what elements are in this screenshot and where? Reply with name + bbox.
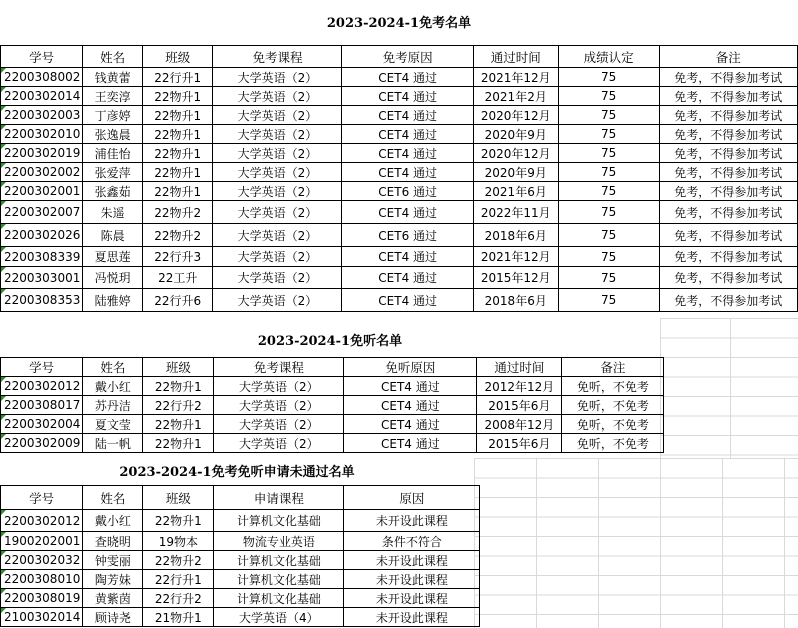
table-cell[interactable]: 免听，不免考 <box>562 377 664 396</box>
table-cell[interactable]: 陆一帆 <box>83 434 143 453</box>
column-header[interactable]: 学号 <box>1 358 83 377</box>
table-cell[interactable]: 大学英语（2） <box>213 163 342 182</box>
column-header[interactable]: 通过时间 <box>477 358 562 377</box>
table-cell[interactable]: 2015年6月 <box>477 396 562 415</box>
table-cell[interactable]: 2021年2月 <box>473 87 558 106</box>
table-cell[interactable]: 大学英语（2） <box>214 415 344 434</box>
table-cell[interactable]: 戴小红 <box>83 377 143 396</box>
table-cell[interactable]: 2018年6月 <box>473 289 558 312</box>
audit-exemption-table <box>0 357 664 453</box>
table-cell[interactable]: 22物升1 <box>143 415 214 434</box>
table-row <box>1 68 798 87</box>
table-cell[interactable]: 2015年12月 <box>473 267 558 289</box>
table-cell[interactable]: 75 <box>558 68 659 87</box>
table-cell[interactable]: 查晓明 <box>83 532 143 551</box>
table-cell[interactable]: 计算机文化基础 <box>214 510 344 532</box>
table-row <box>1 608 480 627</box>
table-cell[interactable]: 22行升6 <box>142 289 213 312</box>
table-row <box>1 415 664 434</box>
table-cell[interactable]: CET4 通过 <box>342 267 473 289</box>
empty-sheet-grid-1 <box>660 318 798 458</box>
table-cell[interactable]: 免考，不得参加考试 <box>659 144 797 163</box>
table-cell[interactable]: 免考，不得参加考试 <box>659 201 797 224</box>
table-cell[interactable]: 朱遥 <box>83 201 143 224</box>
table-cell[interactable]: CET4 通过 <box>344 377 477 396</box>
table-cell[interactable]: 大学英语（2） <box>213 68 342 87</box>
table-cell[interactable]: 大学英语（2） <box>213 289 342 312</box>
table-row <box>1 396 664 415</box>
table-cell[interactable]: 2200302007 <box>1 201 83 224</box>
table-cell[interactable]: CET4 通过 <box>344 396 477 415</box>
table-cell[interactable]: 夏思莲 <box>83 247 143 267</box>
table-cell[interactable]: 22物升1 <box>142 163 213 182</box>
table-row <box>1 224 798 247</box>
column-header[interactable]: 免考原因 <box>342 46 473 68</box>
table-cell[interactable]: 大学英语（2） <box>213 125 342 144</box>
table-cell[interactable]: 免考，不得参加考试 <box>659 125 797 144</box>
table-cell[interactable]: 未开设此课程 <box>344 570 480 589</box>
column-header[interactable]: 原因 <box>344 486 480 510</box>
table-row <box>1 144 798 163</box>
column-header[interactable]: 免考课程 <box>214 358 344 377</box>
table-cell[interactable]: 浦佳怡 <box>83 144 143 163</box>
table-cell[interactable]: 2200308019 <box>1 589 83 608</box>
table-cell[interactable]: 75 <box>558 106 659 125</box>
table-cell[interactable]: 计算机文化基础 <box>214 551 344 570</box>
table-cell[interactable]: 免听，不免考 <box>562 434 664 453</box>
table-cell[interactable]: 2021年12月 <box>473 68 558 87</box>
table-cell[interactable]: 黄紫茵 <box>83 589 143 608</box>
column-header[interactable]: 姓名 <box>83 46 143 68</box>
table-cell[interactable]: 大学英语（2） <box>213 267 342 289</box>
table-cell[interactable]: 22行升2 <box>143 396 214 415</box>
table-cell[interactable]: 2200308017 <box>1 396 83 415</box>
table-cell[interactable]: 2200302001 <box>1 182 83 201</box>
table-cell[interactable]: 22物升1 <box>142 144 213 163</box>
table-cell[interactable]: 大学英语（2） <box>213 87 342 106</box>
column-header[interactable]: 班级 <box>143 358 214 377</box>
column-header[interactable]: 免听原因 <box>344 358 477 377</box>
table1-title: 2023-2024-1免考名单 <box>326 16 472 31</box>
table-cell[interactable]: CET4 通过 <box>344 415 477 434</box>
column-header[interactable]: 学号 <box>1 46 83 68</box>
table-row <box>1 106 798 125</box>
table-cell[interactable]: 物流专业英语 <box>214 532 344 551</box>
table-cell[interactable]: 夏文莹 <box>83 415 143 434</box>
table-cell[interactable]: 2200302012 <box>1 510 83 532</box>
table-cell[interactable]: 未开设此课程 <box>344 551 480 570</box>
table-cell[interactable]: 计算机文化基础 <box>214 570 344 589</box>
table-cell[interactable]: 免考，不得参加考试 <box>659 224 797 247</box>
table-cell[interactable]: 大学英语（2） <box>213 247 342 267</box>
table-cell[interactable]: 大学英语（2） <box>213 201 342 224</box>
table-cell[interactable]: CET4 通过 <box>342 289 473 312</box>
table-cell[interactable]: 大学英语（2） <box>213 106 342 125</box>
table-cell[interactable]: 2100302014 <box>1 608 83 627</box>
table-row <box>1 201 798 224</box>
table-cell[interactable]: 22物升1 <box>143 377 214 396</box>
table-cell[interactable]: 免考，不得参加考试 <box>659 182 797 201</box>
table-cell[interactable]: 2020年9月 <box>473 125 558 144</box>
table2-title: 2023-2024-1免听名单 <box>257 334 403 349</box>
table-cell[interactable]: 75 <box>558 163 659 182</box>
table-cell[interactable]: 免考，不得参加考试 <box>659 267 797 289</box>
table-row <box>1 532 480 551</box>
table-cell[interactable]: 75 <box>558 289 659 312</box>
table-cell[interactable]: 75 <box>558 247 659 267</box>
column-header[interactable]: 成绩认定 <box>558 46 659 68</box>
table-row <box>1 247 798 267</box>
table-cell[interactable]: 张鑫茹 <box>83 182 143 201</box>
table-cell[interactable]: 张爱萍 <box>83 163 143 182</box>
table-cell[interactable]: 75 <box>558 267 659 289</box>
table-cell[interactable]: 免听，不免考 <box>562 396 664 415</box>
table-row <box>1 182 798 201</box>
table-row <box>1 125 798 144</box>
table-cell[interactable]: 2200308002 <box>1 68 83 87</box>
table-cell[interactable]: 陆雅婷 <box>83 289 143 312</box>
table-row <box>1 510 480 532</box>
table-cell[interactable]: 2200302014 <box>1 87 83 106</box>
table-cell[interactable]: 2200308339 <box>1 247 83 267</box>
table-cell[interactable]: 22物升1 <box>143 510 214 532</box>
table-cell[interactable]: 免考，不得参加考试 <box>659 68 797 87</box>
table-cell[interactable]: 22行升1 <box>143 570 214 589</box>
table-cell[interactable]: 苏丹洁 <box>83 396 143 415</box>
table-cell[interactable]: 2200302004 <box>1 415 83 434</box>
table-cell[interactable]: CET4 通过 <box>342 247 473 267</box>
table-cell[interactable]: 免听，不免考 <box>562 415 664 434</box>
table-cell[interactable]: CET4 通过 <box>344 434 477 453</box>
column-header[interactable]: 申请课程 <box>214 486 344 510</box>
table-row <box>1 570 480 589</box>
table-header-row <box>1 358 664 377</box>
table-cell[interactable]: 顾诗尧 <box>83 608 143 627</box>
table-cell[interactable]: 2200308010 <box>1 570 83 589</box>
table-cell[interactable]: 2200302019 <box>1 144 83 163</box>
table-cell[interactable]: 2020年12月 <box>473 144 558 163</box>
table-cell[interactable]: 陶芳妹 <box>83 570 143 589</box>
table-cell[interactable]: 王奕淳 <box>83 87 143 106</box>
table-cell[interactable]: 张逸晨 <box>83 125 143 144</box>
table-cell[interactable]: CET4 通过 <box>342 163 473 182</box>
table-cell[interactable]: 大学英语（2） <box>214 434 344 453</box>
exemption-table <box>0 45 798 312</box>
column-header[interactable]: 姓名 <box>83 486 143 510</box>
table-cell[interactable]: CET4 通过 <box>342 144 473 163</box>
table-cell[interactable]: 钱黄蕾 <box>83 68 143 87</box>
table-cell[interactable]: 免考，不得参加考试 <box>659 163 797 182</box>
table-cell[interactable]: 未开设此课程 <box>344 608 480 627</box>
table3-title: 2023-2024-1免考免听申请未通过名单 <box>119 465 355 480</box>
column-header[interactable]: 备注 <box>562 358 664 377</box>
table-cell[interactable]: 2022年11月 <box>473 201 558 224</box>
table-cell[interactable]: 免考，不得参加考试 <box>659 106 797 125</box>
table-cell[interactable]: 2200302032 <box>1 551 83 570</box>
table-cell[interactable]: CET4 通过 <box>342 125 473 144</box>
table-row <box>1 163 798 182</box>
table-cell[interactable]: 2012年12月 <box>477 377 562 396</box>
table-cell[interactable]: 2200302010 <box>1 125 83 144</box>
table-cell[interactable]: 大学英语（2） <box>214 396 344 415</box>
table-cell[interactable]: 75 <box>558 144 659 163</box>
column-header[interactable]: 姓名 <box>83 358 143 377</box>
table-cell[interactable]: 2008年12月 <box>477 415 562 434</box>
table-row <box>1 87 798 106</box>
table-cell[interactable]: 未开设此课程 <box>344 510 480 532</box>
column-header[interactable]: 通过时间 <box>473 46 558 68</box>
table-cell[interactable]: 2200302026 <box>1 224 83 247</box>
table-cell[interactable]: 大学英语（2） <box>214 377 344 396</box>
column-header[interactable]: 免考课程 <box>213 46 342 68</box>
table-cell[interactable]: 2021年12月 <box>473 247 558 267</box>
table-cell[interactable]: 大学英语（2） <box>213 144 342 163</box>
table-cell[interactable]: 2200302003 <box>1 106 83 125</box>
table-cell[interactable]: CET4 通过 <box>342 106 473 125</box>
table-header-row <box>1 486 480 510</box>
table-cell[interactable]: 2200303001 <box>1 267 83 289</box>
empty-sheet-grid-2 <box>474 458 798 628</box>
table-cell[interactable]: CET4 通过 <box>342 87 473 106</box>
table-cell[interactable]: 75 <box>558 87 659 106</box>
table-cell[interactable]: 75 <box>558 224 659 247</box>
table-cell[interactable]: CET4 通过 <box>342 201 473 224</box>
table-row <box>1 289 798 312</box>
column-header[interactable]: 班级 <box>143 486 214 510</box>
column-header[interactable]: 班级 <box>142 46 213 68</box>
table-cell[interactable]: 免考，不得参加考试 <box>659 87 797 106</box>
table-cell[interactable]: 75 <box>558 201 659 224</box>
table-cell[interactable]: 22行升3 <box>142 247 213 267</box>
table-cell[interactable]: 计算机文化基础 <box>214 589 344 608</box>
table-cell[interactable]: CET6 通过 <box>342 224 473 247</box>
table-cell[interactable]: 22物升1 <box>143 434 214 453</box>
table-cell[interactable]: 75 <box>558 125 659 144</box>
table-cell[interactable]: 22行升2 <box>143 589 214 608</box>
table-cell[interactable]: 22工升 <box>142 267 213 289</box>
table-cell[interactable]: 大学英语（2） <box>213 224 342 247</box>
table-cell[interactable]: 22物升1 <box>142 87 213 106</box>
table-cell[interactable]: 22物升1 <box>142 125 213 144</box>
table-cell[interactable]: 2200308353 <box>1 289 83 312</box>
table-cell[interactable]: 免考，不得参加考试 <box>659 289 797 312</box>
table-row <box>1 551 480 570</box>
rejected-applications-table <box>0 485 480 627</box>
table-row <box>1 589 480 608</box>
table-row <box>1 267 798 289</box>
table-cell[interactable]: 2200302012 <box>1 377 83 396</box>
table-cell[interactable]: 未开设此课程 <box>344 589 480 608</box>
table-row <box>1 377 664 396</box>
table-cell[interactable]: 2200302009 <box>1 434 83 453</box>
table-cell[interactable]: 22物升2 <box>142 224 213 247</box>
table-cell[interactable]: 22物升1 <box>142 106 213 125</box>
table-cell[interactable]: 2020年9月 <box>473 163 558 182</box>
table-cell[interactable]: 1900202001 <box>1 532 83 551</box>
table-cell[interactable]: 陈晨 <box>83 224 143 247</box>
table-cell[interactable]: 条件不符合 <box>344 532 480 551</box>
table-cell[interactable]: 2021年6月 <box>473 182 558 201</box>
column-header[interactable]: 备注 <box>659 46 797 68</box>
table-cell[interactable]: 22物升1 <box>142 182 213 201</box>
table-cell[interactable]: 冯悦玥 <box>83 267 143 289</box>
table-cell[interactable]: 22物升2 <box>142 201 213 224</box>
table-cell[interactable]: 21物升1 <box>143 608 214 627</box>
table-cell[interactable]: 钟雯丽 <box>83 551 143 570</box>
table-cell[interactable]: 2018年6月 <box>473 224 558 247</box>
table-row <box>1 434 664 453</box>
table-cell[interactable]: CET4 通过 <box>342 68 473 87</box>
table-cell[interactable]: 22物升2 <box>143 551 214 570</box>
table-cell[interactable]: 2020年12月 <box>473 106 558 125</box>
table-cell[interactable]: 2015年6月 <box>477 434 562 453</box>
table-cell[interactable]: 大学英语（2） <box>213 182 342 201</box>
table-cell[interactable]: 75 <box>558 182 659 201</box>
table-header-row <box>1 46 798 68</box>
table-cell[interactable]: 大学英语（4） <box>214 608 344 627</box>
table-cell[interactable]: CET6 通过 <box>342 182 473 201</box>
table-cell[interactable]: 戴小红 <box>83 510 143 532</box>
column-header[interactable]: 学号 <box>1 486 83 510</box>
table-cell[interactable]: 丁彦婷 <box>83 106 143 125</box>
table-cell[interactable]: 22行升1 <box>142 68 213 87</box>
table-cell[interactable]: 免考，不得参加考试 <box>659 247 797 267</box>
table-cell[interactable]: 19物本 <box>143 532 214 551</box>
table-cell[interactable]: 2200302002 <box>1 163 83 182</box>
